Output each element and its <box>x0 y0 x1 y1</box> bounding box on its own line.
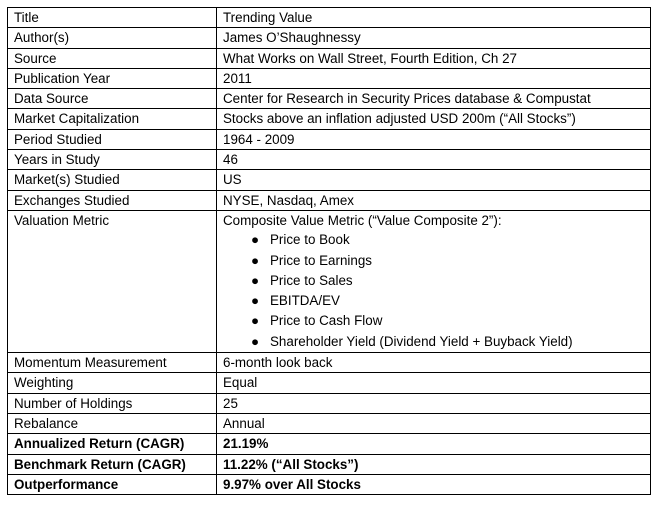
row-value: 6-month look back <box>217 353 651 373</box>
row-value: Equal <box>217 373 651 393</box>
table-row <box>8 373 651 393</box>
row-label: Weighting <box>8 373 217 393</box>
row-value: 25 <box>217 393 651 413</box>
list-item: ● Price to Earnings <box>270 251 644 271</box>
table-row <box>8 68 651 88</box>
bullet-icon: ● <box>251 232 260 248</box>
valuation-intro: Composite Value Metric (“Value Composite 2”): <box>223 212 502 228</box>
row-value: 9.97% over All Stocks <box>217 474 651 494</box>
bullet-icon: ● <box>251 293 260 309</box>
row-label: Author(s) <box>8 28 217 48</box>
row-label: Momentum Measurement <box>8 353 217 373</box>
row-value: James O’Shaughnessy <box>217 28 651 48</box>
table-row <box>8 150 651 170</box>
table-row-result <box>8 454 651 474</box>
row-label: Benchmark Return (CAGR) <box>8 454 217 474</box>
row-value <box>217 210 651 352</box>
table-row <box>8 28 651 48</box>
row-value: 46 <box>217 150 651 170</box>
row-value: 21.19% <box>217 434 651 454</box>
row-label: Years in Study <box>8 150 217 170</box>
table-row-result <box>8 474 651 494</box>
row-value: Center for Research in Security Prices database & Compustat <box>217 89 651 109</box>
row-value: 2011 <box>217 68 651 88</box>
row-value: NYSE, Nasdaq, Amex <box>217 190 651 210</box>
table-row <box>8 8 651 28</box>
valuation-list <box>223 230 644 352</box>
list-item: ● Price to Sales <box>270 271 644 291</box>
summary-table <box>7 7 651 495</box>
row-label: Market(s) Studied <box>8 170 217 190</box>
table-row <box>8 413 651 433</box>
table-row <box>8 393 651 413</box>
bullet-icon: ● <box>251 333 260 349</box>
row-label: Title <box>8 8 217 28</box>
row-label: Valuation Metric <box>8 210 217 352</box>
row-label: Period Studied <box>8 129 217 149</box>
bullet-icon: ● <box>251 313 260 329</box>
row-label: Source <box>8 48 217 68</box>
table-row <box>8 89 651 109</box>
row-value: US <box>217 170 651 190</box>
table-row <box>8 48 651 68</box>
table-row <box>8 109 651 129</box>
table-row <box>8 190 651 210</box>
row-value: Stocks above an inflation adjusted USD 200m (“All Stocks”) <box>217 109 651 129</box>
row-label: Publication Year <box>8 68 217 88</box>
row-value: What Works on Wall Street, Fourth Edition, Ch 27 <box>217 48 651 68</box>
row-label: Outperformance <box>8 474 217 494</box>
bullet-icon: ● <box>251 252 260 268</box>
row-label: Data Source <box>8 89 217 109</box>
row-value: 11.22% (“All Stocks”) <box>217 454 651 474</box>
row-label: Rebalance <box>8 413 217 433</box>
list-item: ● Shareholder Yield (Dividend Yield + Buyback Yield) <box>270 332 644 352</box>
table-row <box>8 129 651 149</box>
bullet-icon: ● <box>251 272 260 288</box>
table-row-valuation <box>8 210 651 352</box>
list-item: ● Price to Book <box>270 230 644 250</box>
table-row <box>8 170 651 190</box>
row-value: 1964 - 2009 <box>217 129 651 149</box>
table-row <box>8 353 651 373</box>
list-item: ● EBITDA/EV <box>270 291 644 311</box>
row-label: Exchanges Studied <box>8 190 217 210</box>
table-row-result <box>8 434 651 454</box>
row-value: Annual <box>217 413 651 433</box>
list-item: ● Price to Cash Flow <box>270 311 644 331</box>
row-label: Number of Holdings <box>8 393 217 413</box>
row-value: Trending Value <box>217 8 651 28</box>
row-label: Market Capitalization <box>8 109 217 129</box>
row-label: Annualized Return (CAGR) <box>8 434 217 454</box>
